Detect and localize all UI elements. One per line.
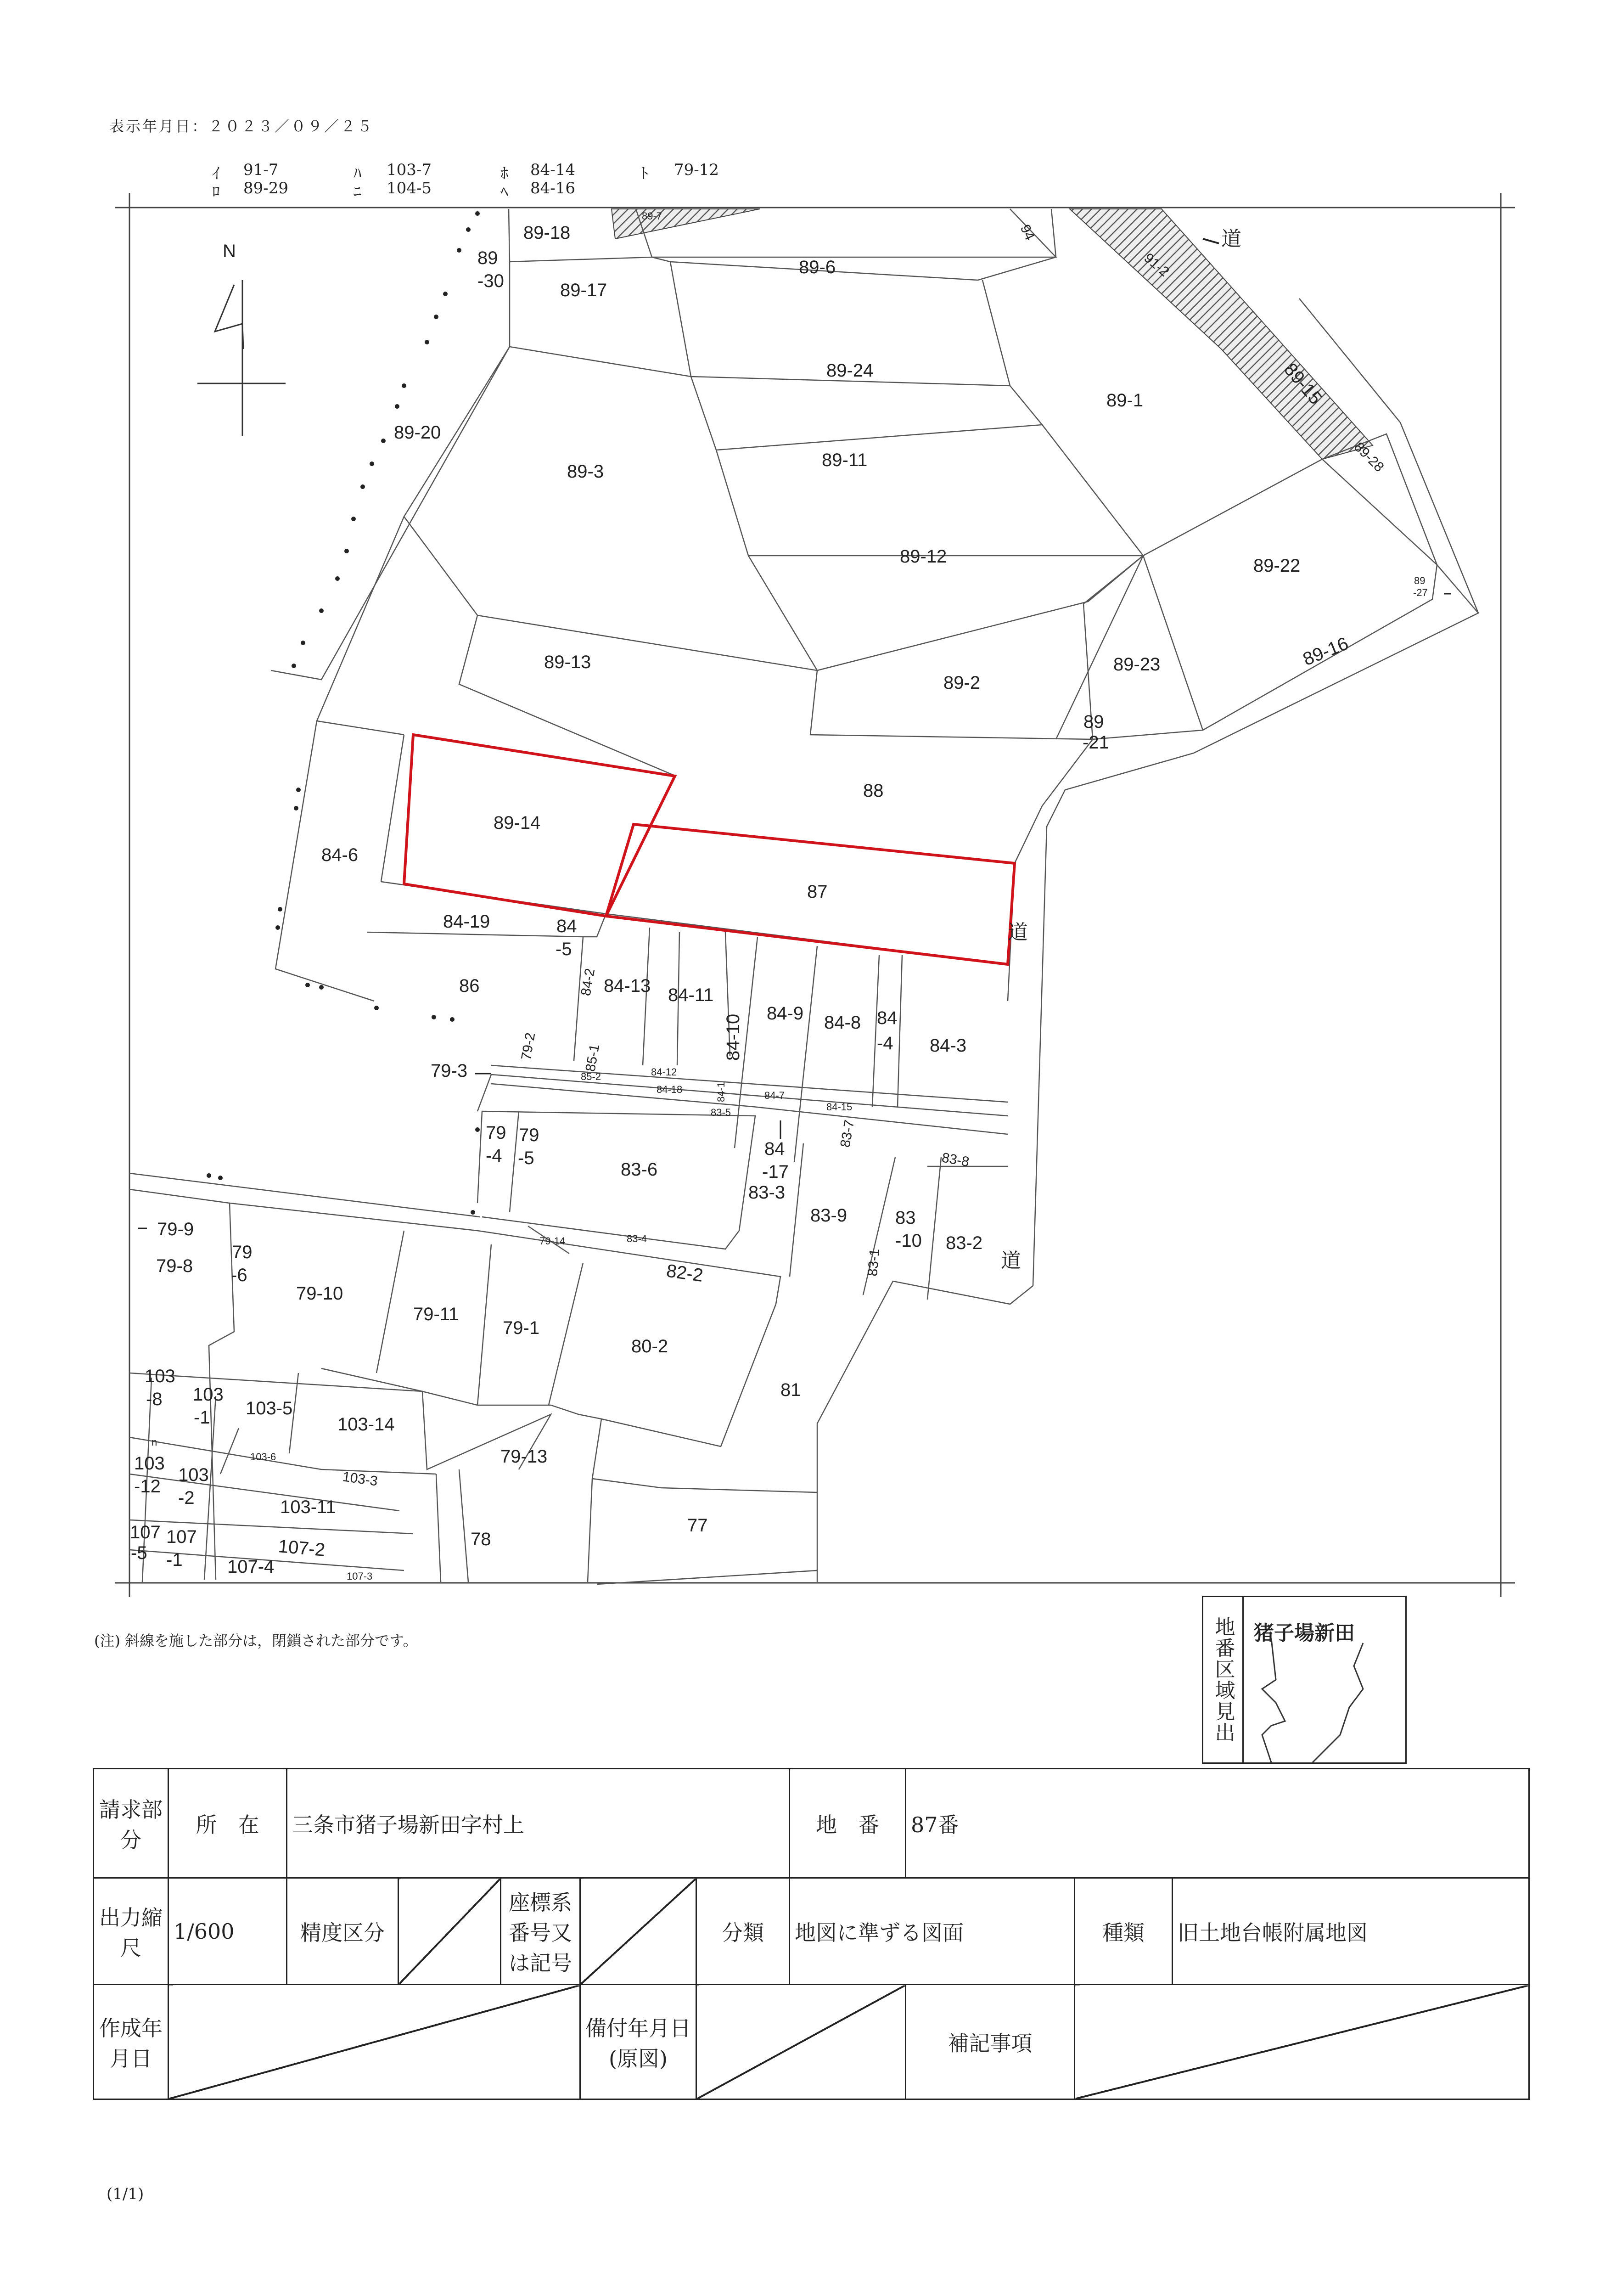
scale-value: 1/600	[168, 1878, 287, 1985]
parcel-label: 86	[459, 976, 480, 996]
hatched-89-7	[612, 209, 760, 239]
parcel-label: 84-10	[723, 1013, 743, 1061]
parcel-label: 87	[807, 882, 828, 902]
parcel-label: 81	[780, 1380, 801, 1400]
parcel-label: 88	[863, 781, 884, 801]
parcel-label: 83-7	[837, 1119, 858, 1149]
scale-label: 出力縮尺	[94, 1878, 168, 1985]
parcel-label: -17	[762, 1162, 789, 1182]
parcel-label: 89-20	[394, 422, 441, 443]
parcel-label: 83-3	[748, 1182, 786, 1203]
parcel-label: 84-6	[321, 845, 359, 865]
parcel-labels	[130, 210, 1428, 1582]
parcel-label: 85-1	[583, 1043, 603, 1073]
page-number: (1/1)	[107, 2185, 144, 2203]
parcel-label: 103-5	[246, 1398, 293, 1418]
parcel-label: 84-8	[824, 1013, 861, 1033]
parcel-label: 89-22	[1253, 556, 1301, 576]
road-label: 道	[1221, 227, 1241, 251]
parcel-label: -12	[134, 1476, 161, 1497]
created-value	[168, 1985, 580, 2099]
parcel-label: -10	[895, 1231, 922, 1251]
road-label: 道	[1001, 1249, 1021, 1272]
ref-value: 79-12	[674, 161, 719, 179]
coord-value	[580, 1878, 696, 1985]
parcel-label: 83-5	[711, 1107, 731, 1118]
ref-value: 91-7	[243, 161, 279, 179]
parcel-label: -27	[1413, 587, 1428, 598]
parcel-label: 84-1	[715, 1081, 727, 1102]
parcel-label: 77	[687, 1515, 708, 1536]
parcel-label: 107-2	[277, 1536, 326, 1560]
parcel-label: 89-1	[1106, 390, 1144, 411]
parcel-label: 89-13	[544, 652, 591, 672]
precision-value	[398, 1878, 501, 1985]
parcel-label: 82-2	[665, 1261, 705, 1286]
parcel-label: -5	[518, 1148, 534, 1168]
parcel-label: 89-12	[900, 546, 947, 567]
parcel-label: -6	[231, 1265, 247, 1285]
parcel-label: -1	[194, 1407, 210, 1428]
parcel-label: 84-19	[443, 912, 490, 932]
class-value: 地図に準ずる図面	[790, 1878, 1075, 1985]
parcel-label: 89	[1083, 712, 1104, 732]
parcel-label: 103-14	[337, 1414, 395, 1435]
ref-key: ｲ	[212, 164, 220, 183]
parcel-label: 84	[877, 1008, 898, 1028]
parcel-label: 79-1	[503, 1318, 540, 1338]
location-value: 三条市猪子場新田字村上	[287, 1769, 790, 1878]
lot-label: 地 番	[790, 1769, 906, 1878]
parcel-label: 79-14	[539, 1235, 566, 1247]
parcel-label: 83-2	[946, 1233, 983, 1253]
parcel-label: 89-16	[1300, 633, 1352, 670]
ref-key: ﾆ	[354, 183, 361, 201]
parcel-label: 89	[477, 248, 498, 268]
ref-value: 103-7	[387, 161, 432, 179]
parcel-label: -8	[146, 1389, 163, 1409]
parcel-label: 103-6	[250, 1451, 276, 1463]
parcel-label: 107	[130, 1522, 161, 1542]
parcel-label: 84-9	[767, 1003, 804, 1024]
parcel-label: 107-4	[227, 1557, 275, 1577]
parcel-label: 84-11	[668, 985, 714, 1005]
parcel-label: 83-9	[810, 1205, 847, 1226]
ref-value: 84-16	[530, 179, 576, 197]
parcel-label: 83-1	[865, 1248, 883, 1277]
parcel-label: 78	[471, 1529, 491, 1549]
ref-value: 104-5	[387, 179, 432, 197]
parcel-label: 91-2	[1141, 250, 1172, 280]
parcel-label: 84	[556, 916, 577, 936]
parcel-label: 84-13	[604, 976, 651, 996]
parcel-label: -1	[166, 1550, 183, 1570]
parcel-label: 103-3	[342, 1469, 379, 1489]
parcel-label: -30	[477, 271, 504, 291]
north-label: N	[223, 241, 236, 261]
class-label: 分類	[696, 1878, 790, 1985]
parcel-label: 89-28	[1351, 439, 1387, 475]
parcel-label: 84-18	[657, 1084, 683, 1095]
precision-label: 精度区分	[287, 1878, 398, 1985]
parcel-label: -5	[131, 1543, 147, 1563]
parcel-label: -4	[486, 1146, 502, 1166]
inset-vertical-label: 地番区域見出	[1203, 1597, 1244, 1762]
ref-value: 84-14	[530, 161, 576, 179]
parcel-label: 89-6	[799, 257, 836, 277]
ref-key: ﾛ	[212, 183, 220, 201]
created-label: 作成年月日	[94, 1985, 168, 2099]
parcel-label: 79	[486, 1123, 506, 1143]
requester-label: 請求部分	[94, 1769, 168, 1878]
ref-key: ﾎ	[500, 164, 508, 183]
parcel-label: 83-6	[621, 1159, 658, 1180]
parcel-label: 89-7	[642, 210, 662, 222]
notes-value	[1075, 1985, 1529, 2099]
parcel-label: 89	[1414, 575, 1426, 586]
parcel-label: 79-13	[500, 1446, 548, 1467]
parcel-label: 89-24	[826, 360, 874, 381]
parcel-label: 79-10	[296, 1283, 343, 1304]
display-date: 表示年月日：２０２３／０９／２５	[109, 118, 374, 135]
parcel-label: 103	[193, 1384, 224, 1405]
lot-value: 87番	[906, 1769, 1529, 1878]
pointer-arrows	[138, 594, 1451, 1228]
parcel-label: 103	[145, 1366, 175, 1386]
parcel-label: 89-11	[822, 450, 868, 470]
parcel-label: 84-7	[764, 1090, 785, 1101]
parcel-label: 84-12	[651, 1066, 677, 1078]
parcel-label: 103	[178, 1465, 209, 1485]
parcel-label: 84-2	[578, 967, 598, 997]
parcel-label: 89-15	[1280, 359, 1326, 409]
inset-boundary	[1244, 1597, 1404, 1762]
location-label: 所 在	[168, 1769, 287, 1878]
parcel-label: 84-3	[930, 1035, 967, 1056]
parcel-label: 79-9	[157, 1219, 194, 1239]
parcel-label: 107-3	[347, 1570, 373, 1582]
district-inset	[1202, 1596, 1407, 1764]
parcel-label: -5	[556, 939, 572, 959]
parcel-label: -4	[877, 1033, 893, 1053]
ref-key: ﾍ	[500, 183, 508, 201]
info-table	[93, 1768, 1530, 2100]
type-value: 旧土地台帳附属地図	[1173, 1878, 1529, 1985]
type-label: 種類	[1075, 1878, 1173, 1985]
parcel-label: 84-15	[826, 1101, 853, 1113]
parcel-label: 89-3	[567, 461, 604, 482]
parcel-lines	[129, 209, 1478, 1584]
coord-label: 座標系番号又は記号	[501, 1878, 580, 1985]
road-label: 道	[1008, 921, 1028, 944]
parcel-label: 83	[895, 1208, 916, 1228]
notes-label: 補記事項	[906, 1985, 1075, 2099]
north-arrow-icon	[197, 280, 286, 436]
parcel-label: 79-2	[518, 1031, 539, 1062]
parcel-label: 89-17	[560, 280, 607, 300]
parcel-label: 79	[232, 1242, 253, 1262]
parcel-label: 79-8	[156, 1256, 193, 1276]
parcel-label: 89-18	[523, 223, 571, 243]
parcel-label: 80-2	[631, 1336, 668, 1356]
parcel-label: 83-4	[627, 1233, 647, 1244]
note-text: (注) 斜線を施した部分は，閉鎖された部分です。	[94, 1632, 418, 1649]
parcel-label: 89-14	[494, 813, 541, 833]
parcel-label: 89-23	[1113, 654, 1161, 675]
parcel-label: -2	[178, 1488, 195, 1508]
parcel-label: 79	[519, 1125, 539, 1145]
parcel-label: 83-8	[940, 1150, 971, 1170]
parcel-label: 79-11	[413, 1304, 459, 1324]
parcel-label: 85-2	[581, 1071, 601, 1082]
highlighted-parcels	[404, 735, 1015, 964]
inset-district-name: 猪子場新田	[1254, 1621, 1355, 1645]
ref-key: ﾊ	[354, 164, 361, 183]
parcel-label: 107	[166, 1527, 197, 1547]
ref-value: 89-29	[243, 179, 289, 197]
parcel-label: 84	[764, 1139, 785, 1159]
remarks-date-value	[696, 1985, 906, 2099]
parcel-label: 89-2	[943, 673, 981, 693]
parcel-label: 94	[1017, 222, 1038, 243]
ref-key: ﾄ	[640, 164, 648, 183]
parcel-label: n	[152, 1436, 157, 1448]
parcel-label: 79-3	[431, 1061, 468, 1081]
parcel-label: 103-11	[280, 1497, 336, 1517]
parcel-label: -21	[1083, 732, 1109, 753]
remarks-date-label: 備付年月日(原図)	[580, 1985, 696, 2099]
parcel-label: 103	[134, 1453, 165, 1474]
